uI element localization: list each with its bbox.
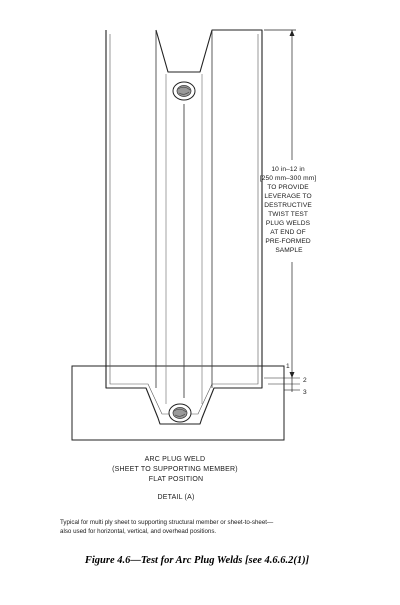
dimension-line-10: SAMPLE [275,247,303,254]
upper-plug-weld [173,82,195,100]
dimension-line-3: TO PROVIDE [267,184,309,191]
weld-label-line-3: FLAT POSITION [148,476,204,483]
dimension-annotation [260,166,318,254]
tick-label-3: 3 [303,389,307,396]
dimension-line-1: 10 in–12 in [271,166,305,173]
dimension-line-6: TWIST TEST [268,211,308,218]
usage-note-line-1: Typical for multi ply sheet to supporting structural member or sheet-to-sheet— [60,519,274,526]
usage-note [60,519,275,535]
tick-label-2: 2 [303,377,307,384]
detail-label: DETAIL (A) [157,494,195,501]
weld-label-line-1: ARC PLUG WELD [144,456,206,463]
dimension-line-8: AT END OF [270,229,306,236]
dimension-line-4: LEVERAGE TO [264,193,312,200]
usage-note-line-2: also used for horizontal, vertical, and overhead positions. [60,528,217,535]
tick-label-1: 1 [286,363,290,370]
dimension-line-2: [250 mm–300 mm] [259,175,317,182]
figure-caption: Figure 4.6—Test for Arc Plug Welds [see 4.6.6.2(1)] [84,555,310,566]
supporting-member-plate [72,366,284,440]
weld-label-line-2: (SHEET TO SUPPORTING MEMBER) [112,466,238,473]
dimension-line-7: PLUG WELDS [265,220,311,227]
lower-plug-weld [169,404,191,422]
dimension-line-5: DESTRUCTIVE [264,202,312,209]
dimension-line-9: PRE-FORMED [265,238,311,245]
weld-label [112,456,240,483]
